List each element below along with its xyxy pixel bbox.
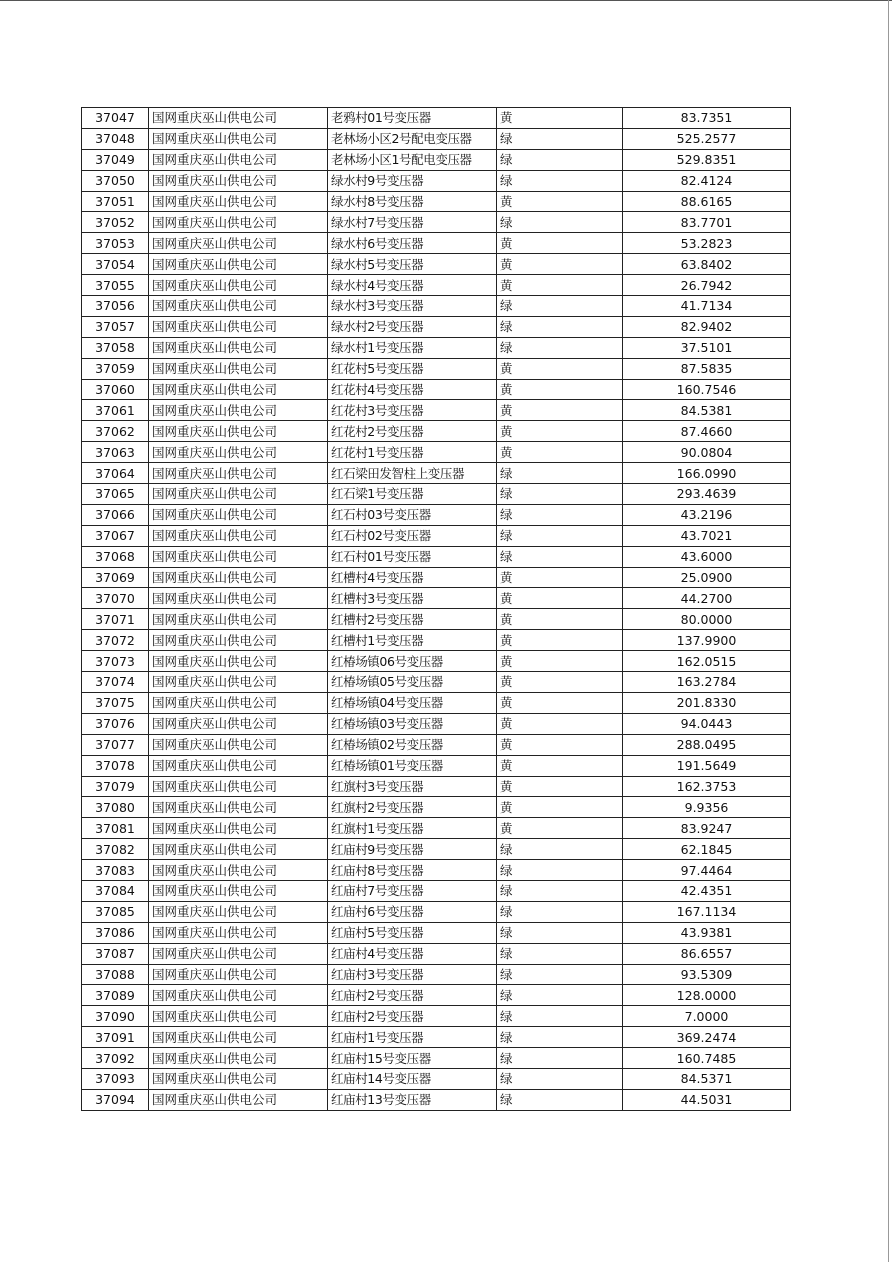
transformer-name-cell: 红庙村8号变压器 <box>328 860 497 881</box>
transformer-name-cell: 红旗村2号变压器 <box>328 797 497 818</box>
table-row <box>82 839 791 860</box>
value-cell: 82.4124 <box>623 170 791 191</box>
company-name-cell: 国网重庆巫山供电公司 <box>149 233 328 254</box>
status-color-cell: 黄 <box>497 400 623 421</box>
company-name-cell: 国网重庆巫山供电公司 <box>149 170 328 191</box>
page-right-border <box>888 0 889 1262</box>
value-cell: 42.4351 <box>623 880 791 901</box>
status-color-cell: 黄 <box>497 818 623 839</box>
row-id-cell: 37077 <box>82 734 149 755</box>
company-name-cell: 国网重庆巫山供电公司 <box>149 880 328 901</box>
table-row <box>82 504 791 525</box>
value-cell: 201.8330 <box>623 692 791 713</box>
status-color-cell: 绿 <box>497 1048 623 1069</box>
value-cell: 87.5835 <box>623 358 791 379</box>
value-cell: 93.5309 <box>623 964 791 985</box>
transformer-name-cell: 红庙村4号变压器 <box>328 943 497 964</box>
table-row <box>82 1027 791 1048</box>
transformer-name-cell: 红花村3号变压器 <box>328 400 497 421</box>
table-row <box>82 296 791 317</box>
transformer-name-cell: 红庙村2号变压器 <box>328 985 497 1006</box>
status-color-cell: 绿 <box>497 212 623 233</box>
table-row <box>82 233 791 254</box>
value-cell: 90.0804 <box>623 442 791 463</box>
row-id-cell: 37059 <box>82 358 149 379</box>
status-color-cell: 绿 <box>497 1089 623 1110</box>
value-cell: 166.0990 <box>623 463 791 484</box>
transformer-name-cell: 绿水村4号变压器 <box>328 275 497 296</box>
transformer-name-cell: 红庙村2号变压器 <box>328 1006 497 1027</box>
row-id-cell: 37081 <box>82 818 149 839</box>
row-id-cell: 37082 <box>82 839 149 860</box>
value-cell: 87.4660 <box>623 421 791 442</box>
row-id-cell: 37062 <box>82 421 149 442</box>
row-id-cell: 37047 <box>82 108 149 129</box>
status-color-cell: 绿 <box>497 149 623 170</box>
table-row <box>82 860 791 881</box>
row-id-cell: 37076 <box>82 713 149 734</box>
row-id-cell: 37053 <box>82 233 149 254</box>
table-row <box>82 400 791 421</box>
transformer-name-cell: 老鸦村01号变压器 <box>328 108 497 129</box>
table-row <box>82 484 791 505</box>
status-color-cell: 绿 <box>497 839 623 860</box>
row-id-cell: 37092 <box>82 1048 149 1069</box>
value-cell: 529.8351 <box>623 149 791 170</box>
transformer-name-cell: 红庙村13号变压器 <box>328 1089 497 1110</box>
transformer-name-cell: 绿水村1号变压器 <box>328 337 497 358</box>
company-name-cell: 国网重庆巫山供电公司 <box>149 985 328 1006</box>
table-row <box>82 672 791 693</box>
table-row <box>82 191 791 212</box>
status-color-cell: 黄 <box>497 421 623 442</box>
table-row <box>82 776 791 797</box>
table-row <box>82 1048 791 1069</box>
status-color-cell: 绿 <box>497 1027 623 1048</box>
row-id-cell: 37094 <box>82 1089 149 1110</box>
company-name-cell: 国网重庆巫山供电公司 <box>149 901 328 922</box>
company-name-cell: 国网重庆巫山供电公司 <box>149 776 328 797</box>
table-row <box>82 713 791 734</box>
value-cell: 63.8402 <box>623 254 791 275</box>
transformer-name-cell: 绿水村8号变压器 <box>328 191 497 212</box>
transformer-name-cell: 红庙村3号变压器 <box>328 964 497 985</box>
company-name-cell: 国网重庆巫山供电公司 <box>149 630 328 651</box>
company-name-cell: 国网重庆巫山供电公司 <box>149 1027 328 1048</box>
value-cell: 80.0000 <box>623 609 791 630</box>
company-name-cell: 国网重庆巫山供电公司 <box>149 651 328 672</box>
transformer-name-cell: 红庙村6号变压器 <box>328 901 497 922</box>
row-id-cell: 37087 <box>82 943 149 964</box>
transformer-name-cell: 红石梁田发智柱上变压器 <box>328 463 497 484</box>
row-id-cell: 37090 <box>82 1006 149 1027</box>
value-cell: 167.1134 <box>623 901 791 922</box>
value-cell: 83.7351 <box>623 108 791 129</box>
transformer-name-cell: 红椿场镇01号变压器 <box>328 755 497 776</box>
table-row <box>82 943 791 964</box>
transformer-name-cell: 老林场小区2号配电变压器 <box>328 128 497 149</box>
table-row <box>82 128 791 149</box>
company-name-cell: 国网重庆巫山供电公司 <box>149 609 328 630</box>
table-row <box>82 901 791 922</box>
table-row <box>82 316 791 337</box>
status-color-cell: 黄 <box>497 713 623 734</box>
value-cell: 83.7701 <box>623 212 791 233</box>
status-color-cell: 绿 <box>497 964 623 985</box>
status-color-cell: 绿 <box>497 316 623 337</box>
table-row <box>82 692 791 713</box>
status-color-cell: 绿 <box>497 985 623 1006</box>
row-id-cell: 37073 <box>82 651 149 672</box>
value-cell: 88.6165 <box>623 191 791 212</box>
table-row <box>82 379 791 400</box>
company-name-cell: 国网重庆巫山供电公司 <box>149 943 328 964</box>
transformer-name-cell: 红花村5号变压器 <box>328 358 497 379</box>
status-color-cell: 黄 <box>497 609 623 630</box>
company-name-cell: 国网重庆巫山供电公司 <box>149 567 328 588</box>
value-cell: 97.4464 <box>623 860 791 881</box>
row-id-cell: 37064 <box>82 463 149 484</box>
value-cell: 84.5371 <box>623 1068 791 1089</box>
transformer-name-cell: 红椿场镇02号变压器 <box>328 734 497 755</box>
company-name-cell: 国网重庆巫山供电公司 <box>149 296 328 317</box>
transformer-name-cell: 绿水村2号变压器 <box>328 316 497 337</box>
value-cell: 43.6000 <box>623 546 791 567</box>
table-row <box>82 442 791 463</box>
row-id-cell: 37089 <box>82 985 149 1006</box>
value-cell: 44.2700 <box>623 588 791 609</box>
row-id-cell: 37068 <box>82 546 149 567</box>
status-color-cell: 绿 <box>497 1068 623 1089</box>
table-row <box>82 734 791 755</box>
table-row <box>82 421 791 442</box>
transformer-name-cell: 红庙村5号变压器 <box>328 922 497 943</box>
company-name-cell: 国网重庆巫山供电公司 <box>149 504 328 525</box>
company-name-cell: 国网重庆巫山供电公司 <box>149 254 328 275</box>
value-cell: 160.7546 <box>623 379 791 400</box>
row-id-cell: 37086 <box>82 922 149 943</box>
row-id-cell: 37093 <box>82 1068 149 1089</box>
status-color-cell: 黄 <box>497 797 623 818</box>
status-color-cell: 黄 <box>497 672 623 693</box>
table-row <box>82 588 791 609</box>
page-top-border <box>0 0 892 1</box>
value-cell: 26.7942 <box>623 275 791 296</box>
transformer-name-cell: 红庙村15号变压器 <box>328 1048 497 1069</box>
value-cell: 83.9247 <box>623 818 791 839</box>
table-row <box>82 108 791 129</box>
value-cell: 288.0495 <box>623 734 791 755</box>
company-name-cell: 国网重庆巫山供电公司 <box>149 588 328 609</box>
table-row <box>82 985 791 1006</box>
transformer-name-cell: 红花村1号变压器 <box>328 442 497 463</box>
status-color-cell: 黄 <box>497 755 623 776</box>
row-id-cell: 37084 <box>82 880 149 901</box>
status-color-cell: 绿 <box>497 170 623 191</box>
table-row <box>82 149 791 170</box>
transformer-name-cell: 红花村4号变压器 <box>328 379 497 400</box>
company-name-cell: 国网重庆巫山供电公司 <box>149 734 328 755</box>
company-name-cell: 国网重庆巫山供电公司 <box>149 1006 328 1027</box>
company-name-cell: 国网重庆巫山供电公司 <box>149 818 328 839</box>
value-cell: 160.7485 <box>623 1048 791 1069</box>
table-row <box>82 358 791 379</box>
transformer-name-cell: 绿水村9号变压器 <box>328 170 497 191</box>
table-row <box>82 964 791 985</box>
row-id-cell: 37060 <box>82 379 149 400</box>
row-id-cell: 37088 <box>82 964 149 985</box>
status-color-cell: 绿 <box>497 128 623 149</box>
company-name-cell: 国网重庆巫山供电公司 <box>149 692 328 713</box>
row-id-cell: 37083 <box>82 860 149 881</box>
table-row <box>82 567 791 588</box>
status-color-cell: 黄 <box>497 108 623 129</box>
value-cell: 9.9356 <box>623 797 791 818</box>
table-row <box>82 880 791 901</box>
value-cell: 128.0000 <box>623 985 791 1006</box>
row-id-cell: 37055 <box>82 275 149 296</box>
table-row <box>82 254 791 275</box>
company-name-cell: 国网重庆巫山供电公司 <box>149 108 328 129</box>
transformer-name-cell: 红旗村1号变压器 <box>328 818 497 839</box>
transformer-name-cell: 红石村03号变压器 <box>328 504 497 525</box>
row-id-cell: 37071 <box>82 609 149 630</box>
status-color-cell: 黄 <box>497 358 623 379</box>
table-row <box>82 546 791 567</box>
table-body <box>82 108 791 1111</box>
value-cell: 191.5649 <box>623 755 791 776</box>
status-color-cell: 黄 <box>497 692 623 713</box>
company-name-cell: 国网重庆巫山供电公司 <box>149 1089 328 1110</box>
transformer-name-cell: 红石村02号变压器 <box>328 525 497 546</box>
company-name-cell: 国网重庆巫山供电公司 <box>149 484 328 505</box>
company-name-cell: 国网重庆巫山供电公司 <box>149 400 328 421</box>
value-cell: 44.5031 <box>623 1089 791 1110</box>
row-id-cell: 37065 <box>82 484 149 505</box>
transformer-name-cell: 老林场小区1号配电变压器 <box>328 149 497 170</box>
status-color-cell: 绿 <box>497 943 623 964</box>
transformer-name-cell: 红槽村3号变压器 <box>328 588 497 609</box>
table-row <box>82 818 791 839</box>
value-cell: 162.0515 <box>623 651 791 672</box>
value-cell: 25.0900 <box>623 567 791 588</box>
value-cell: 94.0443 <box>623 713 791 734</box>
value-cell: 53.2823 <box>623 233 791 254</box>
transformer-name-cell: 红花村2号变压器 <box>328 421 497 442</box>
company-name-cell: 国网重庆巫山供电公司 <box>149 358 328 379</box>
company-name-cell: 国网重庆巫山供电公司 <box>149 839 328 860</box>
table-row <box>82 609 791 630</box>
row-id-cell: 37050 <box>82 170 149 191</box>
value-cell: 43.2196 <box>623 504 791 525</box>
status-color-cell: 黄 <box>497 254 623 275</box>
status-color-cell: 绿 <box>497 525 623 546</box>
transformer-name-cell: 绿水村7号变压器 <box>328 212 497 233</box>
table-row <box>82 797 791 818</box>
row-id-cell: 37069 <box>82 567 149 588</box>
status-color-cell: 黄 <box>497 651 623 672</box>
status-color-cell: 黄 <box>497 379 623 400</box>
company-name-cell: 国网重庆巫山供电公司 <box>149 546 328 567</box>
value-cell: 43.9381 <box>623 922 791 943</box>
transformer-table <box>81 107 791 1111</box>
row-id-cell: 37072 <box>82 630 149 651</box>
row-id-cell: 37051 <box>82 191 149 212</box>
company-name-cell: 国网重庆巫山供电公司 <box>149 128 328 149</box>
status-color-cell: 黄 <box>497 275 623 296</box>
row-id-cell: 37080 <box>82 797 149 818</box>
table-row <box>82 1006 791 1027</box>
status-color-cell: 黄 <box>497 233 623 254</box>
status-color-cell: 绿 <box>497 546 623 567</box>
status-color-cell: 黄 <box>497 588 623 609</box>
value-cell: 41.7134 <box>623 296 791 317</box>
value-cell: 137.9900 <box>623 630 791 651</box>
status-color-cell: 绿 <box>497 860 623 881</box>
row-id-cell: 37056 <box>82 296 149 317</box>
row-id-cell: 37049 <box>82 149 149 170</box>
status-color-cell: 黄 <box>497 442 623 463</box>
value-cell: 62.1845 <box>623 839 791 860</box>
transformer-name-cell: 红庙村7号变压器 <box>328 880 497 901</box>
company-name-cell: 国网重庆巫山供电公司 <box>149 672 328 693</box>
status-color-cell: 绿 <box>497 880 623 901</box>
company-name-cell: 国网重庆巫山供电公司 <box>149 421 328 442</box>
transformer-name-cell: 红椿场镇05号变压器 <box>328 672 497 693</box>
transformer-name-cell: 红石村01号变压器 <box>328 546 497 567</box>
transformer-name-cell: 红椿场镇06号变压器 <box>328 651 497 672</box>
row-id-cell: 37052 <box>82 212 149 233</box>
company-name-cell: 国网重庆巫山供电公司 <box>149 337 328 358</box>
status-color-cell: 绿 <box>497 922 623 943</box>
table-row <box>82 170 791 191</box>
transformer-name-cell: 红槽村4号变压器 <box>328 567 497 588</box>
row-id-cell: 37075 <box>82 692 149 713</box>
company-name-cell: 国网重庆巫山供电公司 <box>149 964 328 985</box>
status-color-cell: 绿 <box>497 484 623 505</box>
value-cell: 86.6557 <box>623 943 791 964</box>
value-cell: 163.2784 <box>623 672 791 693</box>
row-id-cell: 37078 <box>82 755 149 776</box>
row-id-cell: 37048 <box>82 128 149 149</box>
company-name-cell: 国网重庆巫山供电公司 <box>149 191 328 212</box>
company-name-cell: 国网重庆巫山供电公司 <box>149 275 328 296</box>
row-id-cell: 37085 <box>82 901 149 922</box>
value-cell: 82.9402 <box>623 316 791 337</box>
table-row <box>82 275 791 296</box>
value-cell: 525.2577 <box>623 128 791 149</box>
value-cell: 43.7021 <box>623 525 791 546</box>
transformer-name-cell: 绿水村3号变压器 <box>328 296 497 317</box>
company-name-cell: 国网重庆巫山供电公司 <box>149 1048 328 1069</box>
company-name-cell: 国网重庆巫山供电公司 <box>149 922 328 943</box>
row-id-cell: 37074 <box>82 672 149 693</box>
table-row <box>82 212 791 233</box>
transformer-name-cell: 红槽村2号变压器 <box>328 609 497 630</box>
transformer-name-cell: 红椿场镇04号变压器 <box>328 692 497 713</box>
status-color-cell: 黄 <box>497 567 623 588</box>
company-name-cell: 国网重庆巫山供电公司 <box>149 212 328 233</box>
table-row <box>82 630 791 651</box>
company-name-cell: 国网重庆巫山供电公司 <box>149 797 328 818</box>
transformer-name-cell: 红庙村14号变压器 <box>328 1068 497 1089</box>
row-id-cell: 37070 <box>82 588 149 609</box>
company-name-cell: 国网重庆巫山供电公司 <box>149 1068 328 1089</box>
row-id-cell: 37057 <box>82 316 149 337</box>
table-row <box>82 922 791 943</box>
value-cell: 84.5381 <box>623 400 791 421</box>
status-color-cell: 绿 <box>497 901 623 922</box>
table-row <box>82 1089 791 1110</box>
row-id-cell: 37091 <box>82 1027 149 1048</box>
transformer-name-cell: 绿水村6号变压器 <box>328 233 497 254</box>
company-name-cell: 国网重庆巫山供电公司 <box>149 149 328 170</box>
row-id-cell: 37063 <box>82 442 149 463</box>
transformer-name-cell: 红槽村1号变压器 <box>328 630 497 651</box>
status-color-cell: 黄 <box>497 776 623 797</box>
row-id-cell: 37067 <box>82 525 149 546</box>
company-name-cell: 国网重庆巫山供电公司 <box>149 316 328 337</box>
row-id-cell: 37058 <box>82 337 149 358</box>
company-name-cell: 国网重庆巫山供电公司 <box>149 463 328 484</box>
transformer-name-cell: 绿水村5号变压器 <box>328 254 497 275</box>
status-color-cell: 黄 <box>497 191 623 212</box>
value-cell: 162.3753 <box>623 776 791 797</box>
table-row <box>82 1068 791 1089</box>
company-name-cell: 国网重庆巫山供电公司 <box>149 713 328 734</box>
transformer-name-cell: 红庙村9号变压器 <box>328 839 497 860</box>
table-row <box>82 651 791 672</box>
company-name-cell: 国网重庆巫山供电公司 <box>149 379 328 400</box>
company-name-cell: 国网重庆巫山供电公司 <box>149 860 328 881</box>
status-color-cell: 绿 <box>497 296 623 317</box>
company-name-cell: 国网重庆巫山供电公司 <box>149 755 328 776</box>
table-row <box>82 337 791 358</box>
transformer-name-cell: 红庙村1号变压器 <box>328 1027 497 1048</box>
status-color-cell: 黄 <box>497 630 623 651</box>
company-name-cell: 国网重庆巫山供电公司 <box>149 525 328 546</box>
transformer-name-cell: 红旗村3号变压器 <box>328 776 497 797</box>
value-cell: 37.5101 <box>623 337 791 358</box>
transformer-name-cell: 红石梁1号变压器 <box>328 484 497 505</box>
table-row <box>82 755 791 776</box>
table-row <box>82 525 791 546</box>
value-cell: 7.0000 <box>623 1006 791 1027</box>
value-cell: 293.4639 <box>623 484 791 505</box>
status-color-cell: 绿 <box>497 504 623 525</box>
table-row <box>82 463 791 484</box>
row-id-cell: 37054 <box>82 254 149 275</box>
status-color-cell: 黄 <box>497 734 623 755</box>
transformer-name-cell: 红椿场镇03号变压器 <box>328 713 497 734</box>
row-id-cell: 37061 <box>82 400 149 421</box>
row-id-cell: 37066 <box>82 504 149 525</box>
status-color-cell: 绿 <box>497 1006 623 1027</box>
company-name-cell: 国网重庆巫山供电公司 <box>149 442 328 463</box>
status-color-cell: 绿 <box>497 337 623 358</box>
value-cell: 369.2474 <box>623 1027 791 1048</box>
row-id-cell: 37079 <box>82 776 149 797</box>
status-color-cell: 绿 <box>497 463 623 484</box>
